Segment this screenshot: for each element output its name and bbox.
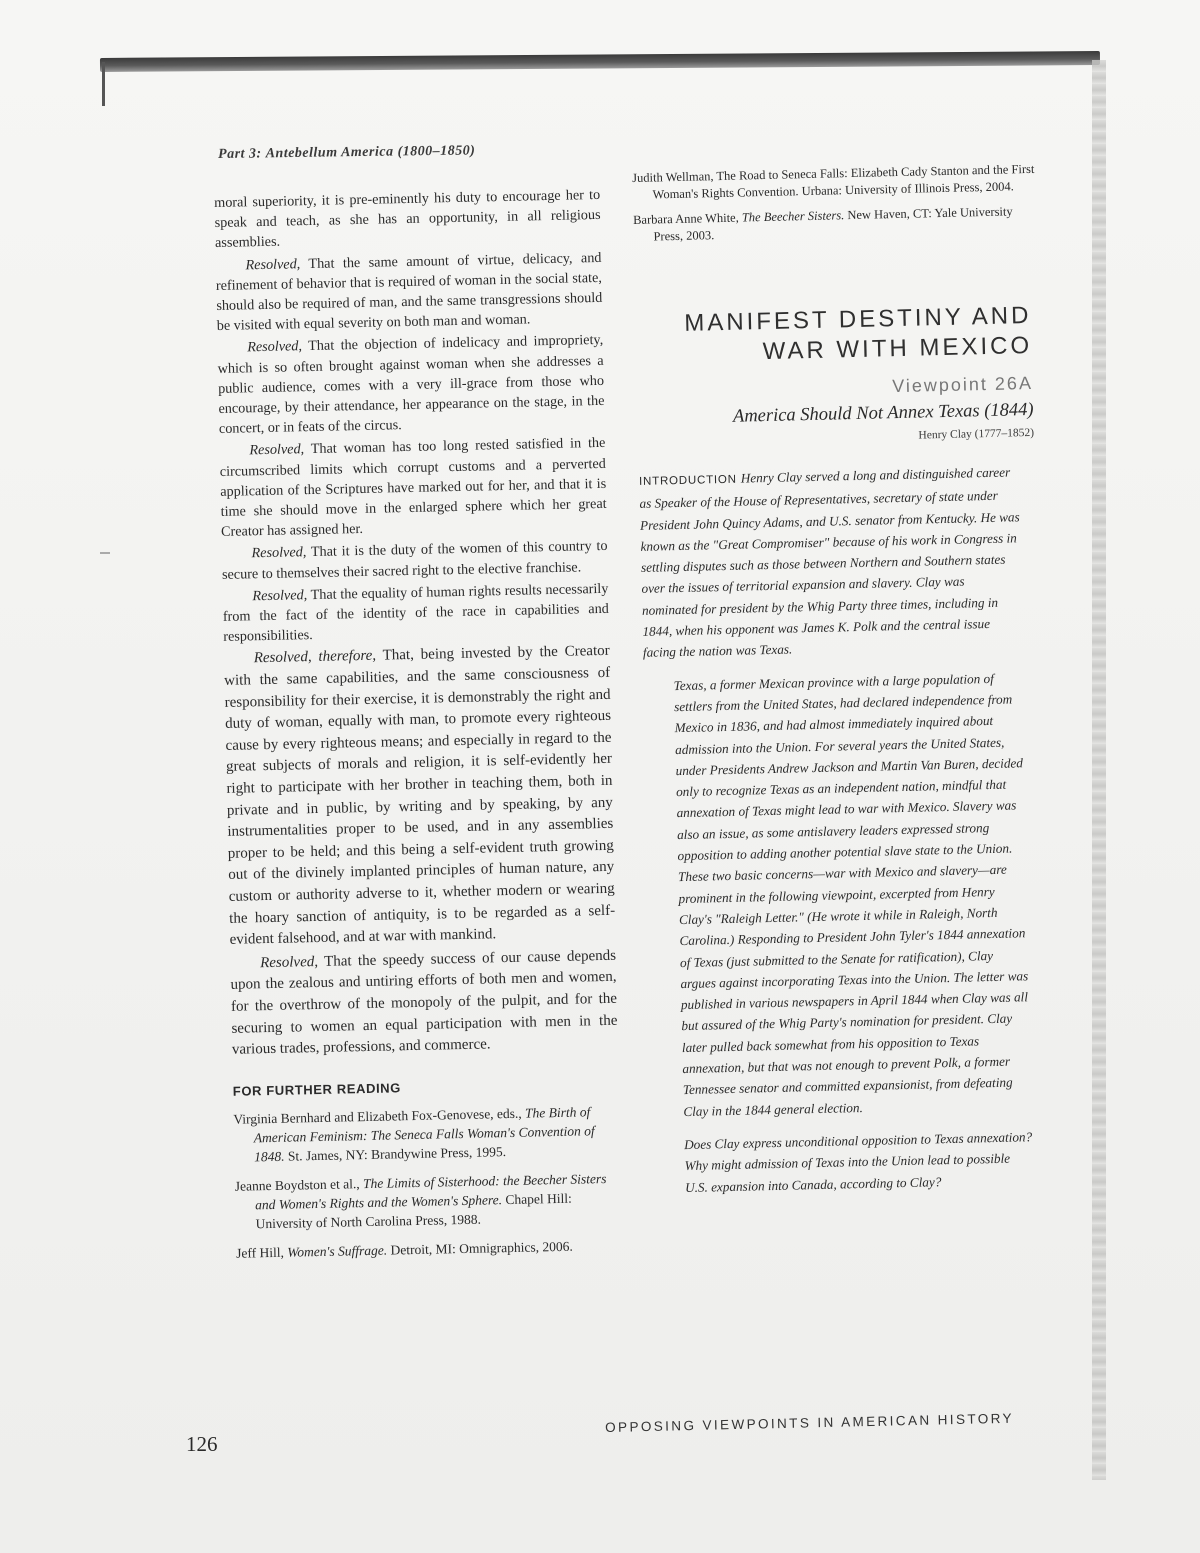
reference-entry: Jeff Hill, Women's Suffrage. Detroit, MI: Omnigraphics, 2006. bbox=[236, 1238, 573, 1261]
section-title bbox=[635, 301, 1046, 370]
scan-left-edge bbox=[102, 62, 105, 106]
viewpoint-label: Viewpoint 26A bbox=[891, 372, 1034, 397]
running-head bbox=[218, 143, 475, 163]
reference-entry: Barbara Anne White, The Beecher Sisters. New Haven, CT: Yale University Press, 2003. bbox=[632, 204, 1013, 244]
viewpoint-title: America Should Not Annex Texas (1844) bbox=[732, 399, 1034, 427]
section-title-line: MANIFEST DESTINY AND bbox=[684, 301, 1032, 337]
intro-label: INTRODUCTION bbox=[638, 473, 737, 488]
intro-paragraph: INTRODUCTION Henry Clay served a long and distinguished career as Speaker of the House of Representatives, secretary of state under President John Quincy Adams, and U.S. senator from Kentucky. He was known as the "Great Compromiser" because of his work in Congress in settling disputes such as those between Northern and Southern states over the issues of territorial expansion and slavery. Clay was nominated for president by the Whig Party three times, including in 1844, when his opponent was James K. Polk and the central issue facing the nation was Texas. bbox=[638, 464, 1020, 661]
intro-paragraph: Texas, a former Mexican province with a large population of settlers from the United States, had declared independence from Mexico in 1836, and had almost immediately inquired about admission into the Union. For several years the United States, under Presidents Andrew Jackson and Martin Van Buren, decided only to recognize Texas as an independent nation, mindful that annexation of Texas might lead to war with Mexico. Slavery was also an issue, as some antislavery leaders expressed strong opposition to adding another potential slave state to the Union. These two basic concerns—war with Mexico and slavery—are prominent in the following viewpoint, excerpted from Henry Clay's "Raleigh Letter." (He wrote it while in Raleigh, North Carolina.) Responding to President John Tyler's 1844 annexation of Texas (just submitted to the Senate for ratification), Clay argues against incorporating Texas into the Union. The letter was published in various newspapers in April 1844 when Clay was all but assured of the Whig Party's nomination for president. Clay later pulled back somewhat from his opposition to Texas annexation, but that was not enough to prevent Polk, a former Tennessee senator and committed expansionist, from defeating Clay in the 1844 general election. bbox=[673, 670, 1029, 1119]
scan-right-edge bbox=[1092, 60, 1106, 1480]
scan-top-border bbox=[100, 51, 1100, 72]
intro-question: Does Clay express unconditional opposition to Texas annexation? Why might admission of Texas into the Union lead to possible U.S. expansion into Canada, according to Clay? bbox=[683, 1129, 1033, 1195]
section-title-line: WAR WITH MEXICO bbox=[762, 331, 1033, 366]
reference-entry: Judith Wellman, The Road to Seneca Falls: Elizabeth Cady Stanton and the First Woman's Rights Convention. Urbana: University of Illinois Press, 2004. bbox=[632, 161, 1035, 202]
resolution-paragraph: Resolved, That the same amount of virtue, delicacy, and refinement of behavior that is required of woman in the social state, should also be required of man, and the same transgressions should be visited with equal severity on both man and woman. bbox=[215, 249, 603, 335]
resolution-paragraph: Resolved, That the objection of indelicacy and impropriety, which is so often brought against woman when she addresses a public audience, comes with a very ill-grace from those who encourage, by their attendance, her appearance on the stage, in the concert, or in feats of the circus. bbox=[217, 332, 605, 438]
reference-entry: Virginia Bernhard and Elizabeth Fox-Genovese, eds., The Birth of American Feminism: The Seneca Falls Woman's Convention of 1848. St. James, NY: Brandywine Press, 1995. bbox=[233, 1104, 595, 1165]
running-head-title: Antebellum America (1800–1850) bbox=[265, 143, 476, 162]
resolution-paragraph: Resolved, That it is the duty of the women of this country to secure to themselves their sacred right to the elective franchise. bbox=[221, 538, 608, 583]
margin-mark bbox=[100, 552, 110, 554]
resolution-paragraph: Resolved, That woman has too long rested satisfied in the circumscribed limits which corrupt customs and a perverted application of the Scriptures have marked out for her, and that it is time she should move in the enlarged sphere which her great Creator has assigned her. bbox=[219, 435, 607, 541]
resolution-paragraph: Resolved, That the equality of human rights results necessarily from the fact of the identity of the race in capabilities and responsibilities. bbox=[222, 580, 609, 646]
resolution-paragraph: moral superiority, it is pre-eminently his duty to encourage her to speak and teach, as she has an opportunity, in all religious assemblies. bbox=[214, 186, 601, 252]
further-reading-heading: FOR FURTHER READING bbox=[232, 1080, 402, 1099]
resolution-paragraph: Resolved, therefore, That, being invested by the Creator with the same capabilities, and the same consciousness of responsibility for their exercise, it is demonstrably the right and duty of woman, equally with man, to promote every righteous cause by every righteous means; and especially in regard to the great subjects of morals and religion, it is self-evidently her right to participate with her brother in teaching them, both in private and in public, by writing and by speaking, by any instrumentalities proper to be used, and in any assemblies proper to be held; and this being a self-evident truth growing out of the divinely implanted principles of human nature, any custom or authority adverse to it, whether modern or wearing the hoary sanction of antiquity, is to be regarded as a self-evident falsehood, and at war with mankind. bbox=[224, 643, 616, 949]
book-title-footer: OPPOSING VIEWPOINTS IN AMERICAN HISTORY bbox=[605, 1410, 1015, 1435]
viewpoint-author: Henry Clay (1777–1852) bbox=[918, 426, 1035, 442]
reference-entry: Jeanne Boydston et al., The Limits of Sisterhood: the Beecher Sisters and Women's Rights and the Women's Sphere. Chapel Hill: University of North Carolina Press, 1988. bbox=[234, 1170, 607, 1232]
left-column bbox=[214, 185, 623, 1273]
resolution-paragraph: Resolved, That the speedy success of our cause depends upon the zealous and untiring efforts of both men and women, for the overthrow of the monopoly of the pulpit, and for the securing to women an equal participation with men in the various trades, professions, and commerce. bbox=[230, 947, 618, 1058]
right-column bbox=[632, 161, 1066, 1211]
page-number: 126 bbox=[186, 1432, 218, 1456]
introduction bbox=[639, 461, 1065, 1199]
running-head-part: Part 3: bbox=[218, 146, 262, 162]
